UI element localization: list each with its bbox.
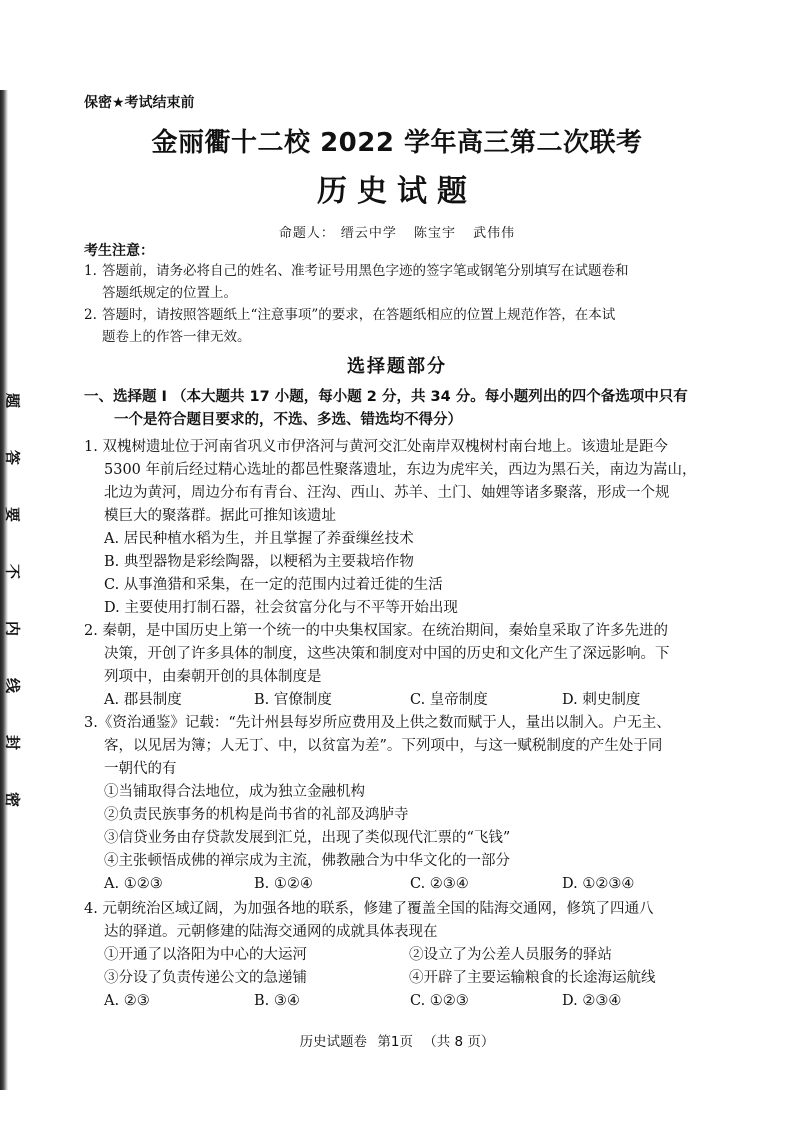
question-stem: 一朝代的有 <box>104 761 177 777</box>
author-school: 缙云中学 <box>340 226 397 241</box>
question-stem: 决策，开创了许多具体的制度，这些决策和制度对中国的历史和文化产生了深远影响。下 <box>104 646 670 662</box>
option-c: C. ①②③ <box>410 993 469 1009</box>
option-a: A. ②③ <box>104 993 150 1009</box>
question-1 <box>84 436 718 620</box>
notice-item <box>84 304 716 348</box>
question-2 <box>84 620 718 712</box>
option-c: C. 从事渔猎和采集，在一定的范围内过着迁徙的生活 <box>104 577 443 593</box>
option-b: B. 官僚制度 <box>254 692 332 708</box>
binding-char: 要 <box>3 506 22 522</box>
author-name: 武伟伟 <box>473 226 516 241</box>
statement-2: ②负责民族事务的机构是尚书省的礼部及鸿胪寺 <box>104 807 409 823</box>
statements-row <box>84 944 718 967</box>
option-d: D. ②③④ <box>562 993 622 1009</box>
question-stem: 5300 年前后经过精心选址的都邑性聚落遗址，东边为虎牢关，西边为黑石关，南边为嵩山， <box>104 462 697 478</box>
footer-name: 历史试题卷 <box>299 1034 368 1050</box>
binding-line-text <box>4 390 24 810</box>
question-stem: 模巨大的聚落群。据此可推知该遗址 <box>104 508 336 524</box>
question-stem: 1. 双槐树遗址位于河南省巩义市伊洛河与黄河交汇处南岸双槐树村南台地上。该遗址是距今 <box>84 439 668 455</box>
notice-item <box>84 260 716 304</box>
option-d: D. 刺史制度 <box>562 692 641 708</box>
part-instructions <box>84 386 714 432</box>
statement-4: ④开辟了主要运输粮食的长途海运航线 <box>409 970 656 986</box>
statement-3: ③信贷业务由存贷款发展到汇兑，出现了类似现代汇票的“飞钱” <box>104 830 511 846</box>
notice-text: 答题纸规定的位置上。 <box>102 285 237 301</box>
statement-1: ①当铺取得合法地位，成为独立金融机构 <box>104 784 365 800</box>
option-c: C. 皇帝制度 <box>410 692 488 708</box>
statement-3: ③分设了负责传递公文的急递铺 <box>104 970 307 986</box>
confidential-mark: 保密★考试结束前 <box>84 95 195 111</box>
question-stem: 2. 秦朝，是中国历史上第一个统一的中央集权国家。在统治期间，秦始皇采取了许多先进的 <box>84 623 668 639</box>
question-4 <box>84 898 718 1013</box>
footer-page: 第1页 <box>377 1034 413 1050</box>
notice-text: 答题时，请按照答题纸上“注意事项”的要求，在答题纸相应的位置上规范作答，在本试 <box>102 307 616 323</box>
options-row <box>84 873 718 896</box>
question-stem: 4. 元朝统治区域辽阔，为加强各地的联系，修建了覆盖全国的陆海交通网，修筑了四通八 <box>84 901 654 917</box>
options-row <box>84 689 718 712</box>
statement-1: ①开通了以洛阳为中心的大运河 <box>104 947 307 963</box>
question-stem: 客，以见居为簿；人无丁、中，以贫富为差”。下列项中，与这一赋税制度的产生处于同 <box>104 738 663 754</box>
notice-text: 答题前，请务必将自己的姓名、准考证号用黑色字迹的签字笔或钢笔分别填写在试题卷和 <box>102 263 629 279</box>
author-label: 命题人： <box>278 226 335 241</box>
option-a: A. 居民种植水稻为生，并且掌握了养蚕缫丝技术 <box>104 531 414 547</box>
binding-char: 答 <box>3 449 22 465</box>
question-stem: 3.《资治通鉴》记载：“先计州县每岁所应费用及上供之数而赋于人，量出以制入。户无主、 <box>84 715 671 731</box>
options-row <box>84 990 718 1013</box>
question-3 <box>84 712 718 896</box>
notice-heading: 考生注意： <box>84 243 154 259</box>
part-line: 一个是符合题目要求的，不选、多选、错选均不得分） <box>114 412 462 428</box>
option-d: D. 主要使用打制石器，社会贫富分化与不平等开始出现 <box>104 600 458 616</box>
notice-text: 题卷上的作答一律无效。 <box>102 329 251 345</box>
option-b: B. ①②④ <box>254 876 313 892</box>
part-line: 一、选择题 I （本大题共 17 小题，每小题 2 分，共 34 分。每小题列出的四个备选项中只有 <box>84 389 688 405</box>
option-a: A. ①②③ <box>104 876 163 892</box>
question-stem: 列项中，由秦朝开创的具体制度是 <box>104 669 322 685</box>
binding-char: 题 <box>3 392 22 408</box>
notice-num: 1. <box>84 263 97 279</box>
statement-2: ②设立了为公差人员服务的驿站 <box>409 947 612 963</box>
option-d: D. ①②③④ <box>562 876 635 892</box>
subject-title: 历史试题 <box>317 174 477 209</box>
author-name: 陈宝宇 <box>414 226 457 241</box>
binding-char: 密 <box>3 791 22 807</box>
question-stem: 北边为黄河，周边分布有青台、汪沟、西山、苏羊、土门、妯娌等诸多聚落，形成一个规 <box>104 485 670 501</box>
section-title: 选择题部分 <box>347 356 447 377</box>
exam-title: 金丽衢十二校 2022 学年高三第二次联考 <box>151 128 643 158</box>
binding-char: 线 <box>3 677 22 693</box>
page-footer <box>0 1030 794 1050</box>
footer-total: （共 8 页） <box>423 1034 495 1050</box>
binding-char: 不 <box>3 563 22 579</box>
statements-row <box>84 967 718 990</box>
binding-char: 封 <box>3 734 22 750</box>
binding-char: 内 <box>3 620 22 636</box>
option-a: A. 郡县制度 <box>104 692 182 708</box>
option-b: B. ③④ <box>254 993 300 1009</box>
question-stem: 达的驿道。元朝修建的陆海交通网的成就具体表现在 <box>104 924 438 940</box>
option-c: C. ②③④ <box>410 876 469 892</box>
notice-num: 2. <box>84 307 97 323</box>
statement-4: ④主张顿悟成佛的禅宗成为主流，佛教融合为中华文化的一部分 <box>104 853 510 869</box>
option-b: B. 典型器物是彩绘陶器，以粳稻为主要栽培作物 <box>104 554 414 570</box>
author-line <box>0 222 794 241</box>
